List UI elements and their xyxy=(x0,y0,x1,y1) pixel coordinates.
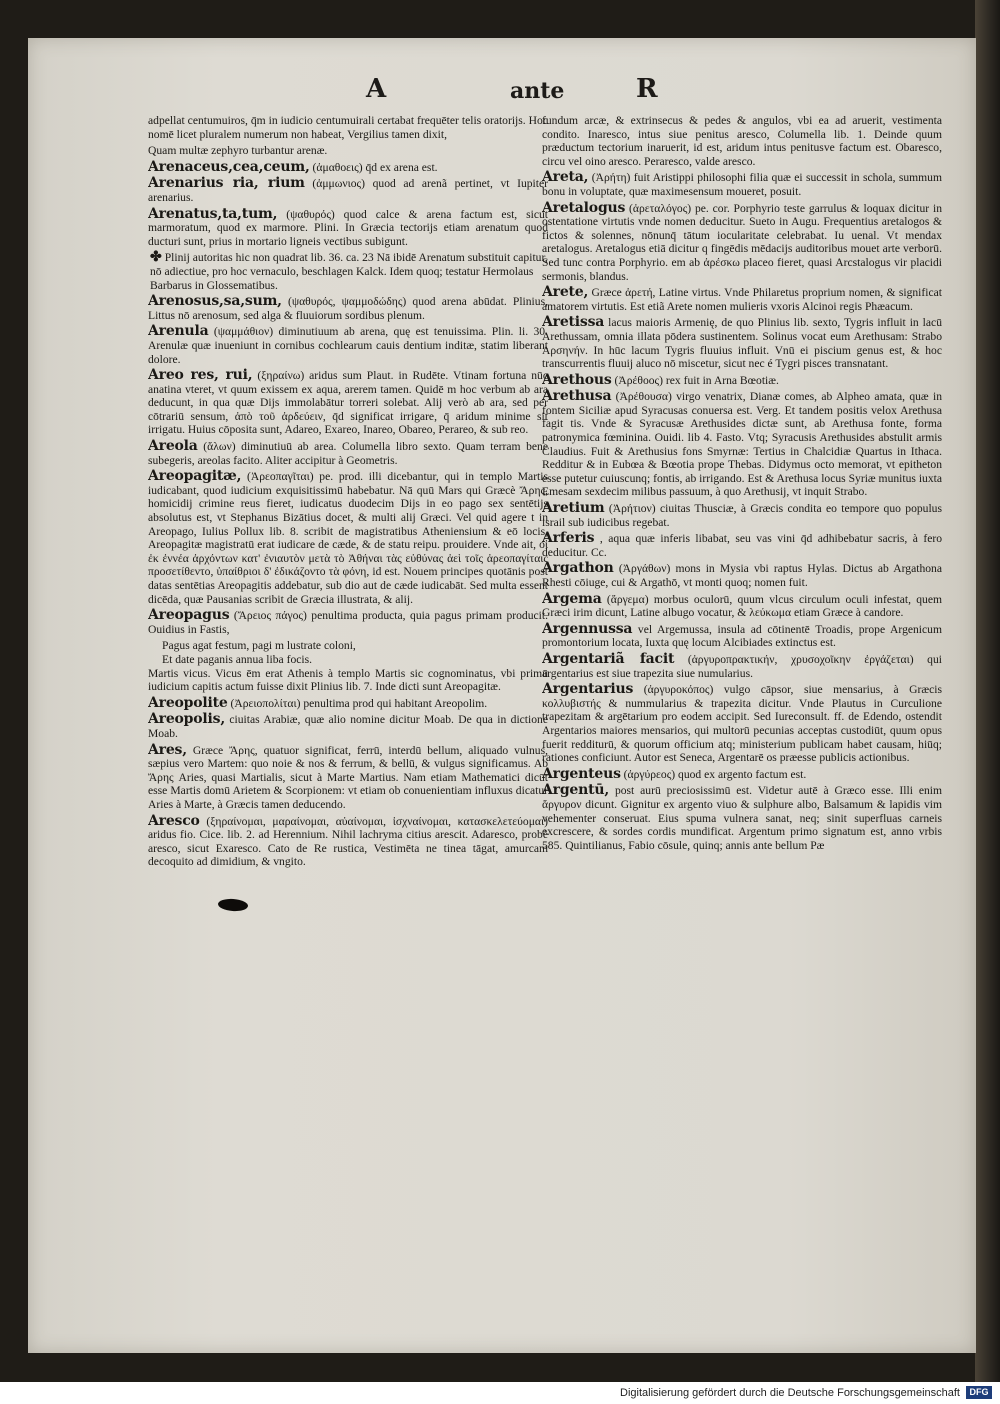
running-head-left: A xyxy=(366,74,387,104)
entry-headword: Areopolite xyxy=(148,694,228,711)
dictionary-entry xyxy=(542,562,942,589)
entry-headword: Aretissa xyxy=(542,314,605,331)
entry-headword: Areo res, rui, xyxy=(148,367,253,384)
entry-text: (ἀρεταλόγος) pe. cor. Porphyrio teste garrulus & loquax dicitur in ostentatione virtutis vnde nomen deducitur. Sueto in Augu. Frequentius aretalogos & fictos & solennes, nōnunq̄ tātum iocularitate celebrabat. Iu uenal. Vt mendax aretalogus. Aretalogus etiā dicitur q fingēdis mēdacijs auditoribus mouet arte verborū. Sed tunc contra Porphyrio. em ab ἀρέσκω placeo fieret, quasi Arcstalogus vir placidi sermonis, blandus. xyxy=(542,201,942,283)
left-column xyxy=(148,114,548,1174)
dictionary-entry xyxy=(148,369,548,437)
note-mark-icon: ✤ xyxy=(150,250,162,266)
entry-text: (ἅλων) diminutiuū ab area. Columella libro sexto. Quam terram bene subegeris, areolas facito. Aliter accipitur à Geometris. xyxy=(148,440,548,467)
entry-headword: Arethusa xyxy=(542,388,612,405)
dictionary-entry xyxy=(148,609,548,636)
entry-headword: Arethous xyxy=(542,371,612,388)
entry-text: vel Argemussa, insula ad cōtinentē Troadis, prope Argenicum promontorium locata, Iuxta quę locum Alcibiades extinctus est. xyxy=(542,622,942,650)
dictionary-entry xyxy=(148,470,548,606)
dictionary-entry xyxy=(542,532,942,559)
dfg-logo: DFG xyxy=(966,1386,992,1399)
dictionary-entry xyxy=(148,667,548,694)
entry-headword: Argentū, xyxy=(542,782,610,799)
entry-text: (ἄργεμα) morbus oculorū, quum vlcus circulum oculi infestat, quem Græci irim dicunt, Latine albugo vocatur, & λεύκωμα etiam Græce à candore. xyxy=(542,592,942,620)
entry-text: (ἀμαθοεις) q̄d ex arena est. xyxy=(312,160,438,174)
entry-headword: Arete, xyxy=(542,284,589,301)
entry-text: Græce Ἄρης, quatuor significat, ferrū, interdū bellum, aliquado vulnus, sæpius vero Martem: quo noie & nos & ferrum, & bellū, & vulgus significamus. Ab Ἄρης Aries, quasi Martialis, sicut à Marte Martius. Nam etiam Mathematici dicūt esse Martis domū Arietem & Scorpionem: vt etiam ob conuenientiam influxus dicatur Aries à Marte, à Græcis tamen deducendo. xyxy=(148,743,548,811)
entry-text: (Ἀρεοπαγῖται) pe. prod. illi dicebantur, qui in templo Martis iudicabant, quod iudicium exquisitissimū habebatur. Nā quū Mars qui Græcè Ἄρης, homicidij crimine reus fieret, iudicatus duodecim Dijs in eo pago sex sentētijs absolutus est, vt Stephanus Bizātius docet, & multi alij Græci. Vel quid agere t in Areopago, Iulius Pollux lib. 8. scribit de magistratibus Atheniensium & eō locis, Areopagitæ magistratū erat iudicare de cæde, & de statu reipu. prouidere. Vnde ait, οἱ ἐκ ἐννέα ἀρχόντων κατ' ἐνιαυτὸν μετὰ τὸ Ἀθήναι τὰς εὐθύνας ἀεὶ τοῖς ἀρεοπαγίταις προσετίθεντο, ὑπαίθριοι δ' ἐδικάζοντο τὰ φόνη, id est. Nouem principes quotānis post datas sentētias Areopagitis addebatur, sub dio aut de cæde iudicabāt. Sed multa essent dicēda, quæ Pausanias scribit de Græcia illustrata, & alij. xyxy=(148,470,548,606)
entry-headword: Areta, xyxy=(542,169,589,186)
dictionary-entry xyxy=(148,741,548,812)
entry-text: (Ἀρέθοος) rex fuit in Arna Bœotiæ. xyxy=(614,373,779,387)
right-column xyxy=(542,114,942,1174)
verse-line xyxy=(148,639,548,653)
verse-line xyxy=(148,653,548,667)
dictionary-entry xyxy=(542,683,942,765)
entry-text: ciuitas Arabiæ, quæ alio nomine dicitur Moab. De qua in dictione Moab. xyxy=(148,713,548,740)
entry-headword: Arenatus,ta,tum, xyxy=(148,205,278,222)
dictionary-entry xyxy=(148,440,548,467)
entry-text: Et date paganis annua liba focis. xyxy=(162,652,313,666)
footer-bar xyxy=(0,1382,1000,1404)
entry-text: (ἀργύρεος) quod ex argento factum est. xyxy=(623,767,807,781)
entry-text: (ἀργυροπρακτικήν, χρυσοχοῖκην ἐργάζεται) qui argentarius est siue trapezita siue numularius. xyxy=(542,652,942,680)
entry-text: (ξηραίνομαι, μαραίνομαι, αὐαίνομαι, ἰσχναίνομαι, κατασκελετεύομαι) aridus fio. Cice. lib. 2. ad Herennium. Nihil lachryma citius arescit. Adaresco, probè aresco, sicut Exaresco. Cato de Re rustica, Vestimēta ne tinea tāgat, amurcam decoquito ad dimidium, & vngito. xyxy=(148,814,548,869)
entry-headword: Arenula xyxy=(148,323,209,340)
entry-headword: Areola xyxy=(148,438,198,455)
entry-text: lacus maioris Armenię, de quo Plinius lib. sexto, Tygris influit in lacū Arethussam, omnia illata pōdera sustinentem. Solinus vocat eum Arethusam: Strabo Ἀρσηνήν. In hūc lacum Tygris fluuius influit. Vnū ei piscium genus est, & hoc transcurrentis fluuij aluco nō miscetur, sicut nec é Tygri pisces transnatant. xyxy=(542,316,942,371)
entry-headword: Ares, xyxy=(148,741,187,758)
entry-text: (ἀμμωνιος) quod ad arenã pertinet, vt Iupiter arenarius. xyxy=(148,177,548,204)
entry-text: (Ἀρήτη) fuit Aristippi philosophi filia quæ ei successit in schola, summum bonu in voluptate, quæ maximesensum moueret, posuit. xyxy=(542,171,942,198)
dictionary-entry xyxy=(542,390,942,499)
entry-headword: Argentarius xyxy=(542,681,634,698)
dictionary-entry xyxy=(542,371,942,388)
dictionary-entry xyxy=(542,114,942,168)
dictionary-entry xyxy=(542,171,942,198)
dictionary-entry xyxy=(148,694,548,711)
entry-text: (Ἀρέθουσα) virgo venatrix, Dianæ comes, ab Alpheo amata, quæ in fontem Siciliæ apud Syracusas conuersa est. Verg. Et tandem positis velox Arethusa fagit tis. Vnde & Syracusæ Arethusides dictæ sunt, ab Arethusa fonte, forma patronymica fœminina. Ouidi. lib 4. Fasto. Vtq; Syracusis Arethusides abstulit armis Claudius. Fuit & Arethusius fons Smyrnæ: Tertius in Chalcidiæ Quartus in Ithaca. Redditur & in Eubœa & Bœotia prope Thebas. Didymus octo memorat, vt epitheton esse putetur cuiuscunq; fontis, ab irrigando. Est & Arethusa locus Syriæ munitus iuxta Emesam sexdecim milibus passuum, à quo Arethusij, vt inquit Strabo. xyxy=(542,390,942,499)
dictionary-entry xyxy=(542,286,942,313)
running-head-center: ante xyxy=(510,78,565,104)
book-edge xyxy=(975,0,1000,1382)
entry-headword: Argema xyxy=(542,590,602,607)
entry-text: Martis vicus. Vicus ēm erat Athenis à templo Martis sic cognominatus, vbi primū iudicium capitis actum fuisse dixit Plinius lib. 7. Inde dicti sunt Areopagitæ. xyxy=(148,666,548,694)
entry-headword: Argathon xyxy=(542,560,614,577)
entry-text: adpellat centumuiros, q̄m in iudicio centumuirali certabat frequēter telis oratorijs. Hoc nomē licet pluralem numerum non habeat, Vergilius tamen dixit, xyxy=(148,114,548,141)
entry-headword: Areopagitæ, xyxy=(148,468,242,485)
dictionary-entry xyxy=(542,590,942,620)
dictionary-entry xyxy=(148,325,548,366)
entry-headword: Aretalogus xyxy=(542,199,626,216)
dictionary-entry xyxy=(148,114,548,141)
dictionary-entry xyxy=(148,713,548,740)
dictionary-entry xyxy=(148,295,548,322)
entry-text: (ψαμμάθιον) diminutiuum ab arena, quę est tenuissima. Plin. li. 30. Arenulæ quæ inueniunt in cornibus cochlearum cauis dentium inditæ, statim liberant dolore. xyxy=(148,325,548,366)
entry-text: Pagus agat festum, pagi m lustrate coloni, xyxy=(162,639,356,653)
entry-text: (ξηραίνω) aridus sum Plaut. in Rudēte. Vtinam fortuna nūc anatina vteret, vt quum exissem ex aqua, arerem tamen. Quidē m hoc verbum ab ara deducunt, in qua quæ Dijs immolabātur torreri solebat. Alij verò ab ara, sed per cōtrariū sensum, ἀπὸ τοῦ ἀρδεύειν, q̄d significat irrigare, q̄ aridum minime sit irrigatu. Huius cōposita sunt, Adareo, Exareo, Inareo, Obareo, Perareo, & sub reo. xyxy=(148,369,548,437)
entry-headword: Argennussa xyxy=(542,620,633,637)
dictionary-entry xyxy=(148,144,548,158)
entry-text: (Ἄρειος πάγος) penultima producta, quia pagus primam producit. Ouidius in Fastis, xyxy=(148,609,548,636)
entry-text: fundum arcæ, & extrinsecus & pedes & angulos, vbi ea ad aruerit, vestimenta condito. Inaresco, intus siue penitus aresco, Columella lib. 1. Deinde quum præductum tectorium inaruerit, id est, aridum intus penitusve factum est. Obaresco, circu vel oino aresco. Peraresco, valde aresco. xyxy=(542,114,942,168)
entry-text: (ἀργυροκόπος) vulgo cāpsor, siue mensarius, à Græcis κολλυβιστής & nummularius & trapezita dicitur. Vnde Plautus in Curculione trapezitam & argētarium pro eodem accipit. Sed Iureconsult. ff. de Edendo, ostendit Argentarios maiores mensarios, qui multorū pecunias acceptas custodiūt, quum opus fuerit redditurū, & quorum officium atq; ministerium publicam habet causam, hiūq; rationes conficiunt. Autor est Seneca, Argentarē os præesse publicis actionibus. xyxy=(542,683,942,765)
dictionary-entry xyxy=(148,205,548,249)
entry-text: Plinij autoritas hic non quadrat lib. 36. ca. 23 Nā ibidē Arenatum substituit capitur, nō adiectiue, pro hoc vernaculo, beschlagen Kalck. Idem quoq; testatur Hermolaus Barbarus in Glossematibus. xyxy=(150,251,548,292)
editorial-note xyxy=(148,251,548,292)
footer-credit: Digitalisierung gefördert durch die Deutsche Forschungsgemeinschaft xyxy=(620,1387,960,1399)
dictionary-entry xyxy=(542,765,942,782)
entry-headword: Arenosus,sa,sum, xyxy=(148,293,282,310)
dictionary-entry xyxy=(542,502,942,529)
dictionary-entry xyxy=(542,199,942,284)
entry-text: (Ἀρειοπολίται) penultima prod qui habitant Areopolim. xyxy=(230,696,488,710)
dictionary-entry xyxy=(542,620,942,650)
dictionary-entry xyxy=(542,316,942,370)
entry-headword: Areopolis, xyxy=(148,711,226,728)
entry-headword: Aretium xyxy=(542,500,605,517)
entry-text: (Ἀρήτιον) ciuitas Thusciæ, à Græcis condita eo tempore quo populus israil sub iudicibus regebat. xyxy=(542,502,942,529)
entry-text: (Ἀργάθων) mons in Mysia vbi raptus Hylas. Dictus ab Argathona Rhesti cōiuge, cui & Argathō, vt monti quoq; nomen fuit. xyxy=(542,562,942,589)
entry-headword: Aresco xyxy=(148,812,200,829)
entry-text: Quam multæ zephyro turbantur arenæ. xyxy=(148,144,328,158)
entry-headword: Arenarius ria, rium xyxy=(148,175,305,192)
entry-headword: Argenteus xyxy=(542,765,621,782)
dictionary-entry xyxy=(542,784,942,852)
entry-text: , aqua quæ inferis libabat, seu vas vini q̄d adhibebatur sacris, à fero deducitur. Cc. xyxy=(542,532,942,559)
running-head xyxy=(28,74,976,114)
dictionary-entry xyxy=(148,812,548,869)
entry-headword: Argentariã facit xyxy=(542,650,675,667)
entry-text: (ψαθυρός, ψαμμοδώδης) quod arena abūdat. Plinius, Littus nō arenosum, sed alga & fluuiorum sordibus plenum. xyxy=(148,295,548,322)
entry-text: Græce ἀρετή, Latine virtus. Vnde Philaretus proprium nomen, & significat amatorem virtutis. Est etiã Arete nomen mulieris vxoris Alcinoi regis Phæacum. xyxy=(542,286,942,313)
entry-headword: Areopagus xyxy=(148,607,230,624)
book-page xyxy=(28,38,976,1353)
dictionary-entry xyxy=(148,177,548,204)
entry-text: (ψαθυρός) quod calce & arena factum est, sicut marmoratum, quod ex marmore. Plini. In Græcia tectorijs etiam arenatum quod ducturi sunt, prius in mortario ligneis vectibus subigunt. xyxy=(148,207,548,248)
running-head-right: R xyxy=(636,74,658,104)
entry-headword: Arferis xyxy=(542,530,595,547)
dictionary-entry xyxy=(542,650,942,680)
entry-headword: Arenaceus,cea,ceum, xyxy=(148,158,310,175)
entry-text: post aurū preciosissimū est. Videtur autē à Græco esse. Illi enim ἄργυρον dicunt. Gignitur ex argento viuo & sulphure albo, Balsamum & lapidis vim vehementer conseruat. Eius spuma vulnera sanat, neq; sinit superfluas carneis excrescere, & sordes cordis mundificat. Argentum primo signatum est, anno vrbis 585. Quintilianus, Fabio cōsule, quinq; annis ante bellum Pæ xyxy=(542,784,942,852)
dictionary-entry xyxy=(148,158,548,175)
